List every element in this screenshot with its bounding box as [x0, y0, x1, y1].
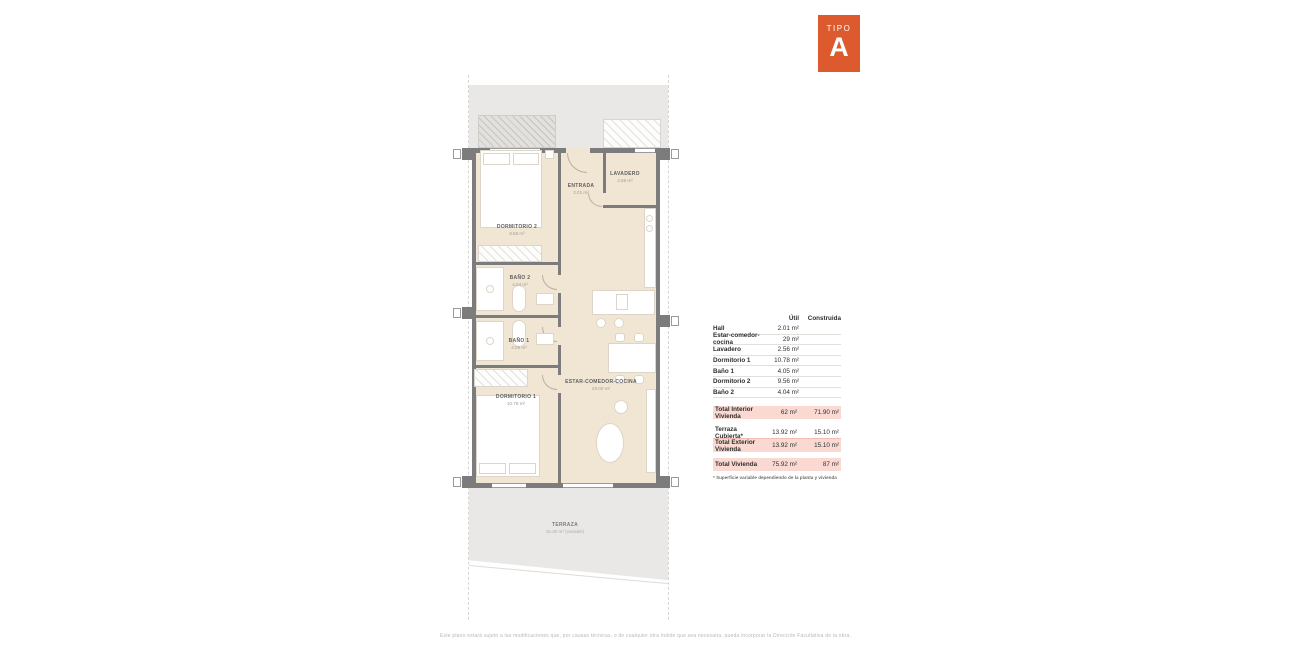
type-badge — [818, 15, 860, 72]
vanity-bano-2 — [512, 285, 526, 312]
table-row — [713, 388, 841, 399]
row-construida: 15.10 m² — [814, 429, 839, 437]
stool-1 — [596, 318, 606, 328]
table-row — [713, 377, 841, 388]
room-area: 4.05 m² — [511, 345, 527, 350]
pilaster-right-mid — [660, 315, 670, 327]
room-name: DORMITORIO 1 — [495, 394, 537, 400]
label-lavadero — [610, 171, 640, 183]
window-lavadero — [635, 148, 655, 153]
burner-2 — [646, 225, 653, 232]
row-util: 2.56 m² — [777, 346, 799, 354]
row-label: Total Exterior Vivienda — [715, 438, 756, 453]
row-label: Total Interior Vivienda — [715, 405, 754, 420]
terrace-door-estar — [563, 483, 613, 488]
room-area: 10.78 m² — [506, 401, 526, 406]
pilaster-cap-right-mid — [671, 316, 679, 326]
row-label: Terraza Cubierta* — [715, 425, 743, 440]
label-bano-1 — [509, 338, 530, 350]
type-badge-label: TIPO — [826, 24, 852, 33]
row-util: 9.56 m² — [777, 378, 799, 386]
chair-2 — [634, 333, 644, 342]
wall-bano1-dormitorio1 — [472, 365, 558, 368]
room-name: DORMITORIO 2 — [496, 224, 538, 230]
row-construida: 71.90 m² — [814, 409, 839, 417]
shower-drain-bano-2 — [486, 285, 494, 293]
stool-2 — [614, 318, 624, 328]
label-dormitorio-2 — [497, 224, 537, 236]
table-header-row — [713, 313, 841, 324]
total-interior-row — [713, 406, 841, 419]
room-area: 4.04 m² — [512, 282, 528, 287]
label-dormitorio-1 — [496, 394, 536, 406]
total-vivienda-row — [713, 458, 841, 471]
row-construida: 15.10 m² — [814, 442, 839, 450]
pillow-dormitorio-2-b — [513, 153, 539, 165]
room-area: 15.30 m² (variable) — [545, 529, 585, 534]
wall-corridor-seg3 — [558, 345, 561, 375]
armchair — [614, 400, 628, 414]
pilaster-left-mid — [462, 307, 472, 319]
label-bano-2 — [510, 275, 531, 287]
row-util: 4.05 m² — [777, 367, 799, 375]
row-label: Dormitorio 2 — [713, 378, 751, 386]
room-name: LAVADERO — [610, 171, 640, 177]
row-label: Dormitorio 1 — [713, 357, 751, 365]
burner-1 — [646, 215, 653, 222]
row-util: 13.92 m² — [772, 429, 797, 437]
chair-1 — [615, 333, 625, 342]
table-row — [713, 345, 841, 356]
toilet-bano-1 — [536, 333, 554, 345]
table-row — [713, 332, 841, 347]
lightwell — [603, 119, 661, 148]
table-row — [713, 356, 841, 367]
floor-plan — [468, 75, 668, 620]
wall-corridor-seg4 — [558, 393, 561, 488]
type-badge-letter: A — [829, 32, 849, 62]
wardrobe-dormitorio-1 — [474, 369, 528, 387]
disclaimer-text: Este plano estará sujeto a las modificaciones que, por causas técnicas, o de cualquier otra índole que sea necesaria, pueda incorporar la Dirección Facultativa de la obra. — [439, 633, 852, 639]
row-util: 62 m² — [780, 409, 797, 417]
total-exterior-row — [713, 439, 841, 452]
coffee-table — [596, 423, 624, 463]
row-label: Baño 2 — [713, 388, 734, 396]
room-area: 2.01 m² — [573, 190, 589, 195]
room-name: ENTRADA — [567, 183, 595, 189]
wall-bano2-bano1 — [472, 315, 558, 318]
row-label: Total Vivienda — [715, 461, 758, 469]
room-name: BAÑO 1 — [508, 338, 530, 344]
pillow-dormitorio-1-b — [509, 463, 536, 474]
shower-drain-bano-1 — [486, 337, 494, 345]
table-footnote: * Superficie variable dependiendo de la planta y vivienda — [713, 475, 837, 481]
planter-hatch — [478, 115, 556, 148]
nightstand-dormitorio-2 — [545, 150, 554, 159]
areas-table — [713, 313, 841, 480]
row-label: Hall — [713, 325, 725, 333]
label-entrada — [568, 183, 595, 195]
label-estar-comedor-cocina — [565, 379, 637, 391]
table-row — [713, 366, 841, 377]
terrace-door-dormitorio-1 — [492, 483, 526, 488]
pilaster-cap-right-bottom — [671, 477, 679, 487]
island-sink — [616, 294, 628, 310]
row-util: 29 m² — [782, 335, 799, 343]
wall-entrada-lavadero — [603, 148, 606, 193]
row-label: Baño 1 — [713, 367, 734, 375]
dining-table — [608, 343, 656, 373]
room-name: TERRAZA — [552, 522, 578, 528]
terraza-cubierta-row — [713, 427, 841, 439]
pilaster-cap-right-top — [671, 149, 679, 159]
header-util: Útil — [788, 315, 799, 322]
room-area: 2.56 m² — [617, 178, 633, 183]
row-util: 2.01 m² — [777, 325, 799, 333]
pilaster-cap-left-bottom — [453, 477, 461, 487]
room-area: 9.56 m² — [509, 231, 525, 236]
pillow-dormitorio-1-a — [479, 463, 506, 474]
toilet-bano-2 — [536, 293, 554, 305]
room-area: 29.00 m² — [591, 386, 611, 391]
row-util: 10.78 m² — [774, 357, 799, 365]
pilaster-left-top — [462, 148, 472, 160]
pilaster-cap-left-mid — [453, 308, 461, 318]
label-terraza — [546, 522, 585, 534]
pilaster-right-bottom — [660, 476, 670, 488]
wardrobe-dormitorio-2 — [478, 245, 542, 262]
room-name: ESTAR-COMEDOR-COCINA — [565, 379, 637, 385]
sofa — [646, 389, 656, 473]
pilaster-left-bottom — [462, 476, 472, 488]
row-construida: 87 m² — [822, 461, 839, 469]
wall-dormitorio2-bano2 — [472, 262, 558, 265]
room-name: BAÑO 2 — [509, 275, 531, 281]
row-util: 75.92 m² — [772, 461, 797, 469]
header-construida: Construida — [807, 315, 841, 322]
wall-corridor-seg2 — [558, 293, 561, 327]
row-label: Estar-comedor-cocina — [713, 332, 760, 347]
wall-corridor-seg1 — [558, 232, 561, 275]
wall-dormitorio2-entrada — [558, 148, 561, 232]
pillow-dormitorio-2-a — [483, 153, 510, 165]
row-label: Lavadero — [713, 346, 741, 354]
pilaster-right-top — [660, 148, 670, 160]
pilaster-cap-left-top — [453, 149, 461, 159]
row-util: 4.04 m² — [777, 388, 799, 396]
row-util: 13.92 m² — [772, 442, 797, 450]
